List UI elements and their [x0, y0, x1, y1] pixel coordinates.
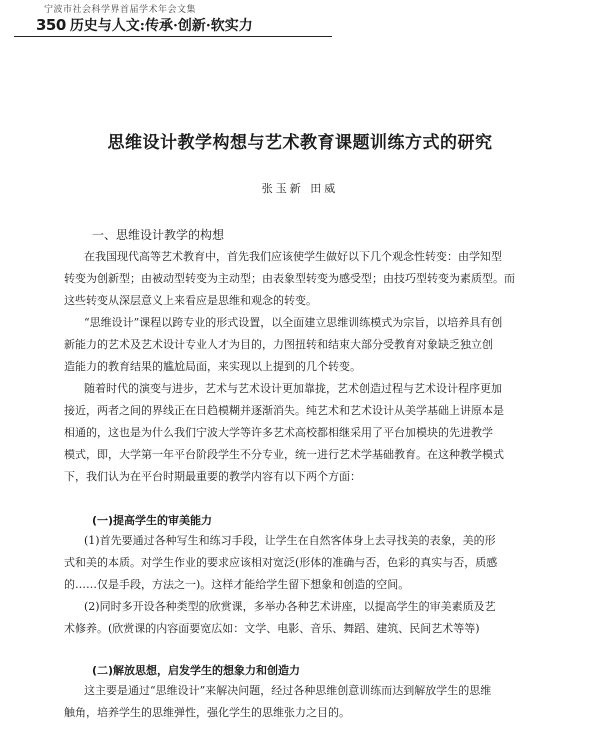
page-number: 350	[36, 16, 66, 34]
paragraph-line: 转变为创新型；由被动型转变为主动型；由表象型转变为感受型；由技巧型转变为素质型。而	[64, 272, 515, 285]
paragraph-line: (2)同时多开设各种类型的欣赏课，多举办各种艺术讲座，以提高学生的审美素质及艺	[84, 600, 496, 613]
publication-note: 宁波市社会科学界首届学术年会文集	[44, 5, 197, 15]
section-title: 历史与人文:传承·创新·软实力	[69, 18, 253, 34]
paragraph-line: 触角，培养学生的思维弹性，强化学生的思维张力之目的。	[64, 706, 350, 719]
section-heading-2: (一)提高学生的审美能力	[92, 514, 213, 527]
paragraph-line: 这些转变从深层意义上来看应是思维和观念的转变。	[64, 294, 317, 307]
paragraph-line: 接近，两者之间的界线正在日趋模糊并逐渐消失。纯艺术和艺术设计从美学基础上讲原本是	[64, 404, 504, 417]
article-title: 思维设计教学构想与艺术教育课题训练方式的研究	[107, 133, 493, 153]
running-header	[14, 14, 334, 36]
paragraph-line: 这主要是通过“思维设计”来解决问题，经过各种思维创意训练而达到解放学生的思维	[84, 684, 492, 697]
section-heading-3: (二)解放思想，启发学生的想象力和创造力	[92, 664, 301, 677]
paragraph-line: 造能力的教育结果的尴尬局面，来实现以上提到的几个转变。	[64, 360, 361, 373]
paragraph-line: 术修养。(欣赏课的内容面要宽広如：文学、电影、音乐、舞蹈、建筑、民间艺术等等)	[64, 622, 480, 635]
paragraph-line: 模式，即，大学第一年平台阶段学生不分专业，统一进行艺术学基础教育。在这种教学模式	[64, 448, 504, 461]
paragraph-line: 的……仅是手段，方法之一)。这样才能给学生留下想象和创造的空间。	[64, 578, 410, 591]
paragraph-line: (1)首先要通过各种写生和练习手段，让学生在自然客体身上去寻找美的表象，美的形	[84, 534, 496, 547]
paragraph-line: 在我国现代高等艺术教育中，首先我们应该使学生做好以下几个观念性转变：由学知型	[84, 250, 502, 263]
header-rule	[14, 36, 332, 37]
paragraph-line: 随着时代的演变与进步，艺术与艺术设计更加靠拢，艺术创造过程与艺术设计程序更加	[84, 382, 502, 395]
paragraph-line: 下，我们认为在平台时期最重要的教学内容有以下两个方面：	[64, 470, 361, 483]
paragraph-line: “思维设计”课程以跨专业的形式设置，以全面建立思维训练模式为宗旨，以培养具有创	[84, 316, 503, 329]
article-authors: 张玉新 田威	[261, 182, 339, 195]
section-heading-1: 一、思维设计教学的构想	[92, 228, 225, 242]
paragraph-line: 相通的，这也是为什么我们宁波大学等许多艺术高校都相继采用了平台加模块的先进教学	[64, 426, 493, 439]
paragraph-line: 新能力的艺术及艺术设计专业人才为目的，力图扭转和结束大部分受教育对象缺乏独立创	[64, 338, 493, 351]
paragraph-line: 式和美的本质。对学生作业的要求应该相对宽泛(形体的准确与否，色彩的真实与否，质感	[64, 556, 498, 569]
